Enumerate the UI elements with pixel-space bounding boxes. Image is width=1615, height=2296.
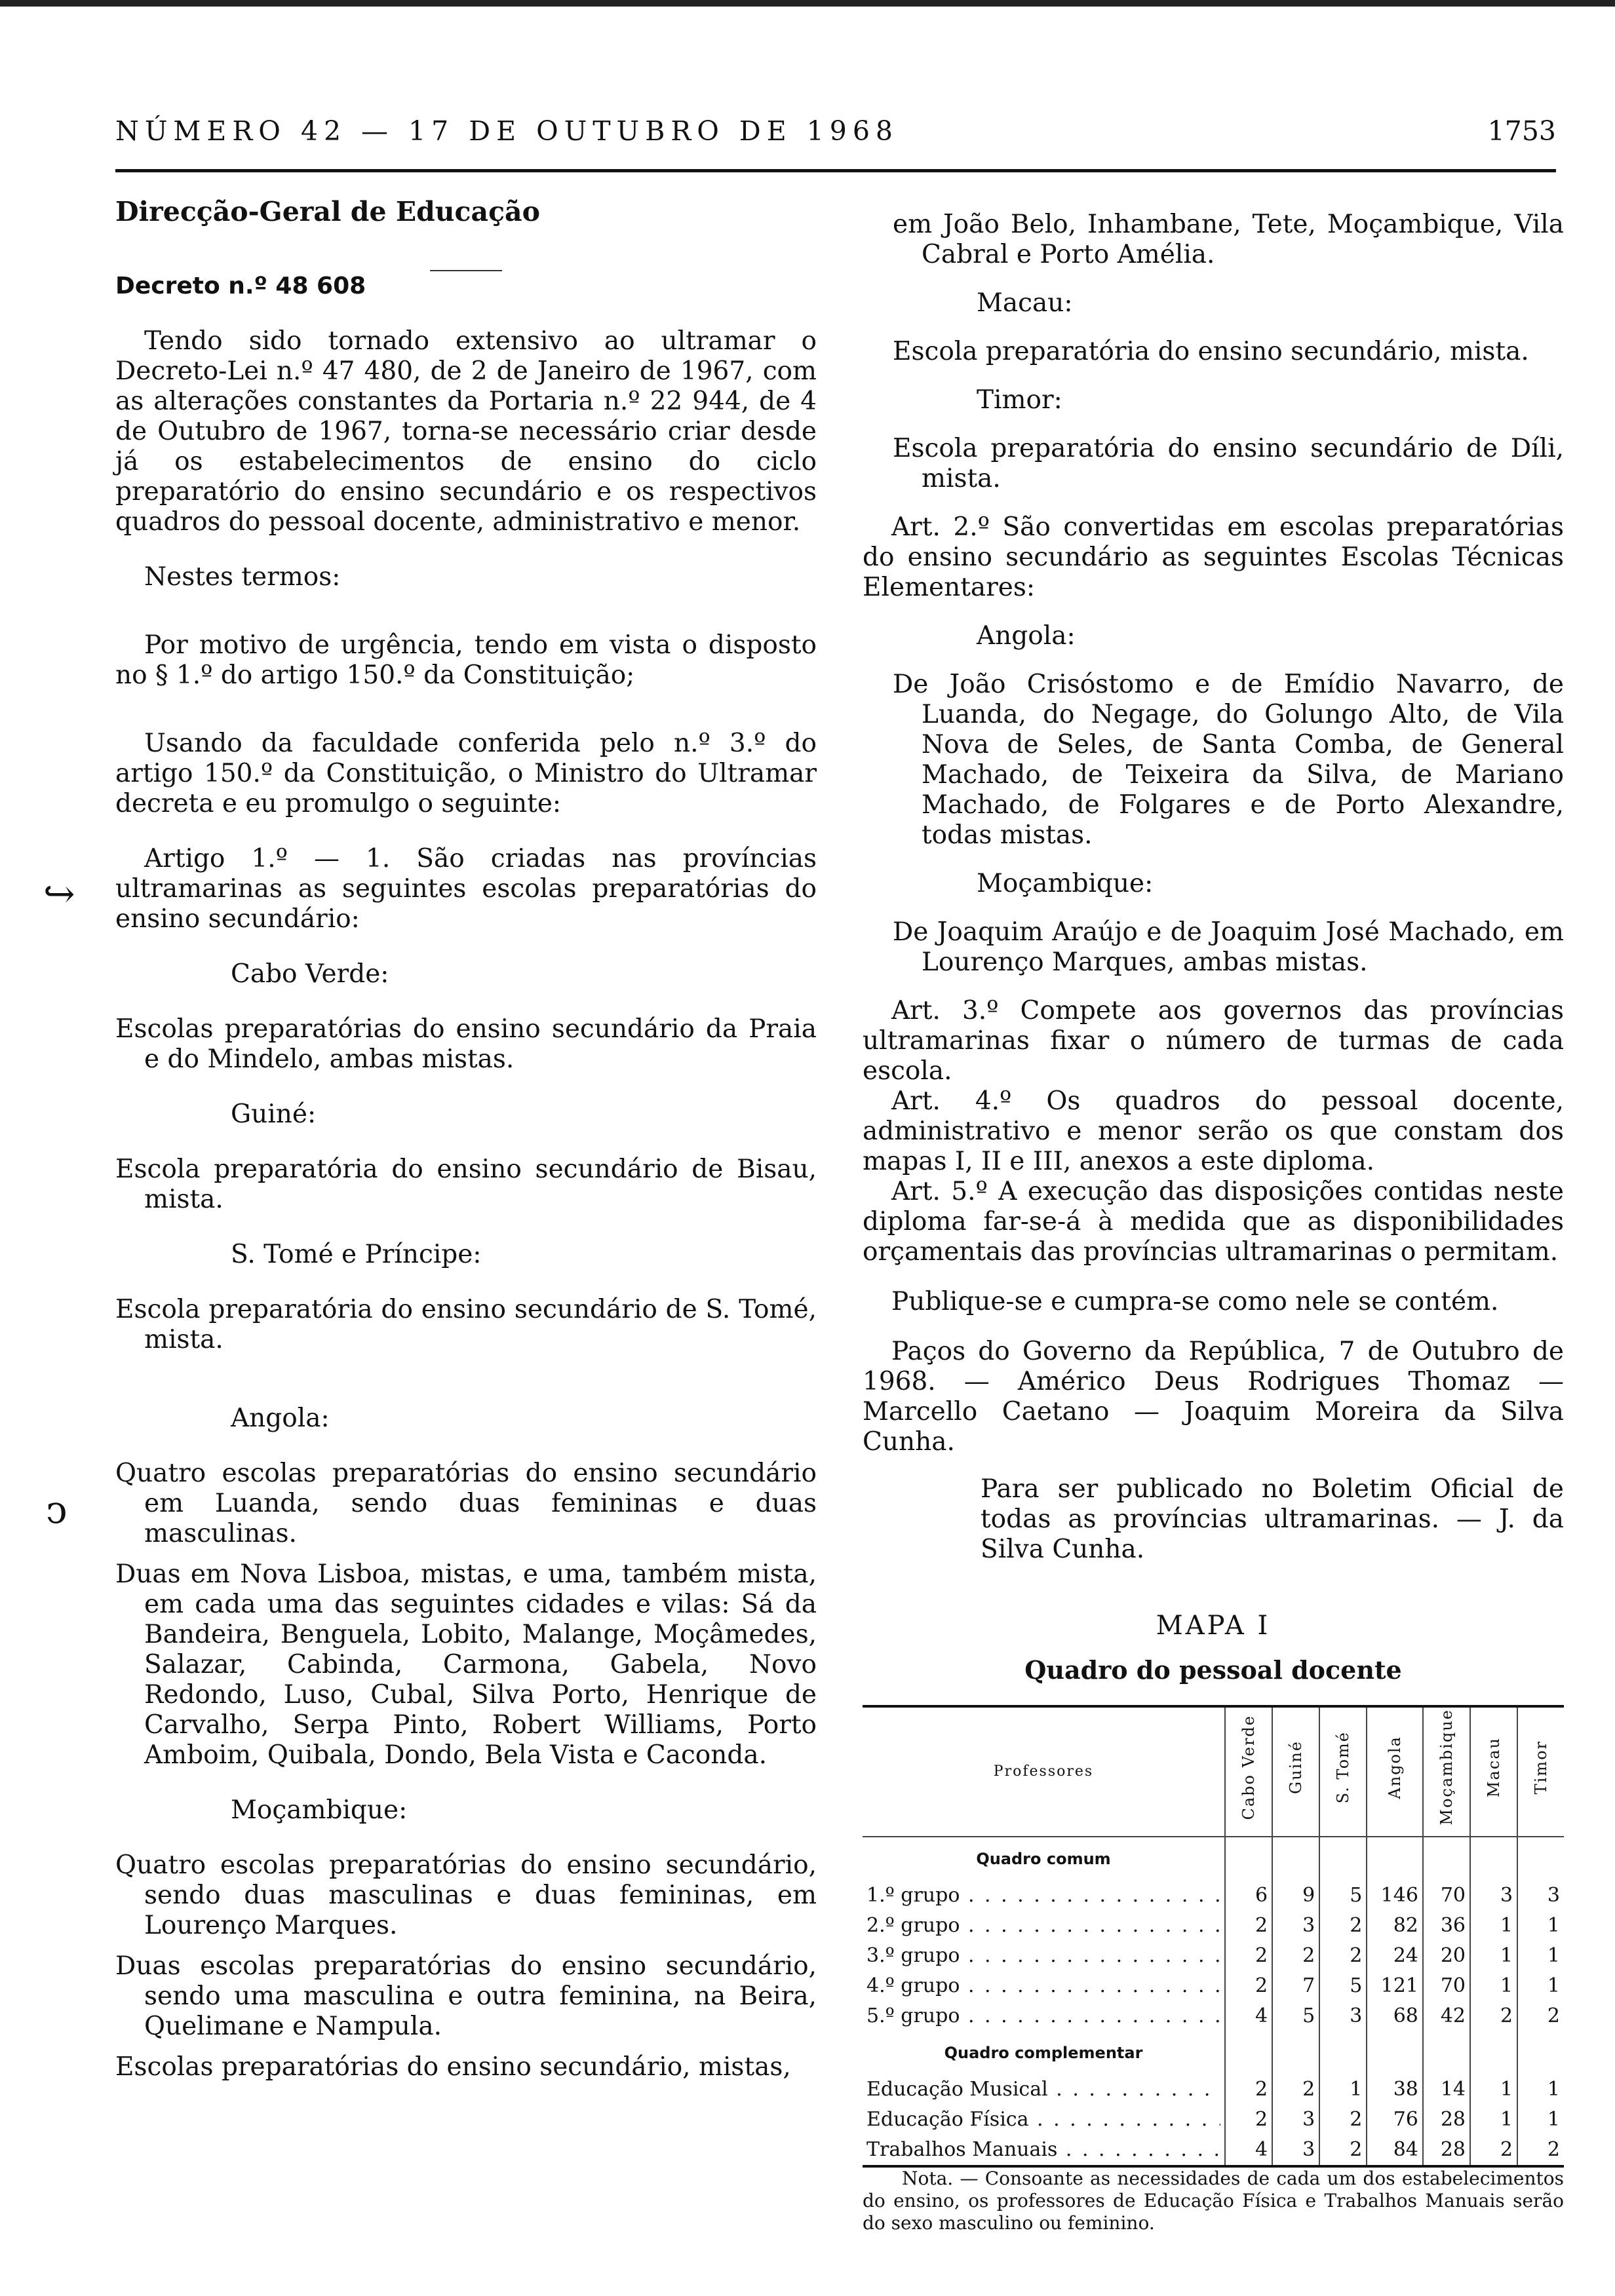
section-label: Quadro complementar [944, 2044, 1143, 2062]
table-row [863, 2001, 1564, 2031]
table-row [863, 1911, 1564, 1941]
table-cell: 70 [1423, 1971, 1470, 2001]
table-cell: 2 [1470, 2001, 1517, 2031]
table-cell: 28 [1423, 2105, 1470, 2135]
table-cell: 5 [1272, 2001, 1319, 2031]
province-text: Duas escolas preparatórias do ensino secundário, sendo uma masculina e outra feminina, na Beira, Quelimane e Nampula. [115, 1951, 817, 2041]
right-column [863, 197, 1564, 2234]
publication-note: Para ser publicado no Boletim Oficial de todas as províncias ultramarinas. — J. da Silva Cunha. [981, 1474, 1564, 1564]
province-label: Angola: [231, 1404, 330, 1433]
decree-title: Decreto n.º 48 608 [115, 273, 366, 299]
table-cell: 82 [1367, 1911, 1423, 1941]
row-label: Educação Física . . . [863, 2105, 1225, 2135]
table-cell: 70 [1423, 1881, 1470, 1911]
article-5: Art. 5.º A execução das disposições contidas neste diploma far-se-á à medida que as disponibilidades orçamentais das províncias ultramarinas o permitam. [863, 1177, 1564, 1267]
paragraph: Por motivo de urgência, tendo em vista o disposto no § 1.º do artigo 150.º da Constituição; [115, 630, 817, 690]
table-cell: 1 [1517, 1971, 1564, 2001]
province-label: Angola: [977, 621, 1076, 651]
table-cell: 84 [1367, 2135, 1423, 2166]
table-cell: 2 [1225, 2075, 1272, 2105]
province-text: Escola preparatória do ensino secundário de S. Tomé, mista. [115, 1295, 817, 1354]
province-text: Escolas preparatórias do ensino secundário da Praia e do Mindelo, ambas mistas. [115, 1014, 817, 1074]
table-cell: 1 [1517, 1941, 1564, 1971]
province-text: De João Crisóstomo e de Emídio Navarro, de Luanda, do Negage, do Golungo Alto, de Vila Nova de Seles, de Santa Comba, de General Machado, de Teixeira da Silva, de Mariano Machado, de Folgares e de Porto Alexandre, todas mistas. [893, 670, 1564, 850]
table-cell: 2 [1517, 2001, 1564, 2031]
left-column [115, 197, 817, 2082]
row-label: 2.º grupo . . . [863, 1911, 1225, 1941]
section-title: Direcção-Geral de Educação [115, 196, 540, 227]
table-row [863, 2135, 1564, 2166]
table-cell: 1 [1517, 2105, 1564, 2135]
province-text: Escola preparatória do ensino secundário, mista. [893, 337, 1529, 366]
province-text: em João Belo, Inhambane, Tete, Moçambique, Vila Cabral e Porto Amélia. [893, 210, 1564, 269]
province-label: Moçambique: [977, 869, 1154, 898]
top-border [0, 0, 1615, 7]
table-cell: 1 [1470, 1941, 1517, 1971]
province-label: Cabo Verde: [231, 959, 389, 989]
paragraph: Nestes termos: [144, 562, 341, 592]
table-note: Nota. — Consoante as necessidades de cada um dos estabelecimentos do ensino, os professores de Educação Física e Trabalhos Manuais serão do sexo masculino ou feminino. [863, 2168, 1564, 2234]
table-cell: 2 [1319, 2135, 1367, 2166]
table-cell: 5 [1319, 1881, 1367, 1911]
table-cell: 3 [1272, 1911, 1319, 1941]
column-header: S. Tomé [1319, 1706, 1367, 1837]
table-cell: 2 [1225, 2105, 1272, 2135]
table-cell: 2 [1225, 1911, 1272, 1941]
table-row [863, 2105, 1564, 2135]
mapa-title: MAPA I [1156, 1611, 1271, 1641]
table-header-row [863, 1706, 1564, 1837]
page-number: 1753 [1487, 115, 1556, 147]
header-rule [115, 169, 1556, 172]
article-1: Artigo 1.º — 1. São criadas nas províncias ultramarinas as seguintes escolas preparatórias do ensino secundário: [115, 844, 817, 934]
row-label: Educação Musical . . . [863, 2075, 1225, 2105]
table-row [863, 1881, 1564, 1911]
column-header: Cabo Verde [1225, 1706, 1272, 1837]
province-text: Quatro escolas preparatórias do ensino secundário, sendo duas masculinas e duas femininas, em Lourenço Marques. [115, 1850, 817, 1940]
province-label: Timor: [977, 385, 1062, 415]
table-cell: 3 [1517, 1881, 1564, 1911]
row-label: 3.º grupo . . . [863, 1941, 1225, 1971]
signatures: Paços do Governo da República, 7 de Outubro de 1968. — Américo Deus Rodrigues Thomaz — Marcello Caetano — Joaquim Moreira da Silva Cunha. [863, 1337, 1564, 1457]
table-cell: 1 [1517, 2075, 1564, 2105]
table-cell: 4 [1225, 2135, 1272, 2166]
article-3: Art. 3.º Compete aos governos das províncias ultramarinas fixar o número de turmas de cada escola. [863, 996, 1564, 1086]
table-cell: 28 [1423, 2135, 1470, 2166]
table-cell: 9 [1272, 1881, 1319, 1911]
row-label: 4.º grupo . . . [863, 1971, 1225, 2001]
table-cell: 3 [1272, 2135, 1319, 2166]
row-label: 1.º grupo . . . [863, 1881, 1225, 1911]
table-cell: 36 [1423, 1911, 1470, 1941]
province-label: Guiné: [231, 1100, 317, 1129]
table-cell: 1 [1319, 2075, 1367, 2105]
issue-date: NÚMERO 42 — 17 DE OUTUBRO DE 1968 [115, 115, 899, 147]
province-text: De Joaquim Araújo e de Joaquim José Machado, em Lourenço Marques, ambas mistas. [893, 917, 1564, 977]
column-header: Timor [1517, 1706, 1564, 1837]
table-cell: 1 [1470, 1971, 1517, 2001]
province-label: Moçambique: [231, 1795, 408, 1825]
table-cell: 2 [1272, 2075, 1319, 2105]
article-2: Art. 2.º São convertidas em escolas preparatórias do ensino secundário as seguintes Escolas Técnicas Elementares: [863, 512, 1564, 602]
paragraph: Tendo sido tornado extensivo ao ultramar o Decreto-Lei n.º 47 480, de 2 de Janeiro de 1967, com as alterações constantes da Portaria n.º 22 944, de 4 de Outubro de 1967, torna-se necessário criar desde já os estabelecimentos de ensino do ciclo preparatório do ensino secundário e os respectivos quadros do pessoal docente, administrativo e menor. [115, 326, 817, 537]
column-header: Moçambique [1423, 1706, 1470, 1837]
section-row [863, 2031, 1564, 2075]
publique: Publique-se e cumpra-se como nele se contém. [891, 1287, 1499, 1316]
table-cell: 146 [1367, 1881, 1423, 1911]
table-cell: 2 [1319, 2105, 1367, 2135]
table-cell: 3 [1470, 1881, 1517, 1911]
table-cell: 1 [1470, 2105, 1517, 2135]
table-row [863, 2075, 1564, 2105]
row-label: Trabalhos Manuais . . . [863, 2135, 1225, 2166]
table-cell: 6 [1225, 1881, 1272, 1911]
table-cell: 2 [1225, 1941, 1272, 1971]
table-cell: 2 [1319, 1911, 1367, 1941]
table-cell: 1 [1470, 1911, 1517, 1941]
province-text: Escola preparatória do ensino secundário de Díli, mista. [893, 434, 1564, 493]
table-cell: 121 [1367, 1971, 1423, 2001]
table-cell: 38 [1367, 2075, 1423, 2105]
table-cell: 2 [1470, 2135, 1517, 2166]
table-row [863, 1971, 1564, 2001]
table-cell: 5 [1319, 1971, 1367, 2001]
table-cell: 3 [1272, 2105, 1319, 2135]
table-cell: 76 [1367, 2105, 1423, 2135]
table-cell: 2 [1517, 2135, 1564, 2166]
table-cell: 2 [1225, 1971, 1272, 2001]
article-4: Art. 4.º Os quadros do pessoal docente, administrativo e menor serão os que constam dos mapas I, II e III, anexos a este diploma. [863, 1086, 1564, 1176]
row-label: 5.º grupo . . . [863, 2001, 1225, 2031]
section-label: Quadro comum [976, 1850, 1111, 1868]
column-header: Angola [1367, 1706, 1423, 1837]
table-cell: 2 [1272, 1941, 1319, 1971]
table-cell: 2 [1319, 1941, 1367, 1971]
section-row [863, 1837, 1564, 1881]
mapa-subtitle: Quadro do pessoal docente [1024, 1655, 1402, 1685]
table-cell: 24 [1367, 1941, 1423, 1971]
province-label: Macau: [977, 288, 1073, 318]
table-cell: 68 [1367, 2001, 1423, 2031]
table-cell: 14 [1423, 2075, 1470, 2105]
page-header [115, 115, 1556, 155]
paragraph: Usando da faculdade conferida pelo n.º 3.º do artigo 150.º da Constituição, o Ministro do Ultramar decreta e eu promulgo o seguinte: [115, 729, 817, 818]
staff-table [863, 1705, 1564, 2168]
column-header: Professores [863, 1706, 1225, 1837]
province-text: Escolas preparatórias do ensino secundário, mistas, [115, 2052, 791, 2082]
table-cell: 3 [1319, 2001, 1367, 2031]
table-cell: 1 [1517, 1911, 1564, 1941]
province-text: Quatro escolas preparatórias do ensino secundário em Luanda, sendo duas femininas e duas masculinas. [115, 1459, 817, 1548]
margin-mark-icon: ↪ [43, 871, 75, 916]
table-row [863, 1941, 1564, 1971]
province-text: Escola preparatória do ensino secundário de Bisau, mista. [115, 1155, 817, 1214]
margin-mark-icon: ↄ [46, 1487, 68, 1532]
table-cell: 42 [1423, 2001, 1470, 2031]
table-cell: 7 [1272, 1971, 1319, 2001]
column-header: Guiné [1272, 1706, 1319, 1837]
column-header: Macau [1470, 1706, 1517, 1837]
province-text: Duas em Nova Lisboa, mistas, e uma, também mista, em cada uma das seguintes cidades e vilas: Sá da Bandeira, Benguela, Lobito, Malange, Moçâmedes, Salazar, Cabinda, Carmona, Gabela, Novo Redondo, Luso, Cubal, Silva Porto, Henrique de Carvalho, Serpa Pinto, Robert Williams, Porto Amboim, Quibala, Dondo, Bela Vista e Caconda. [115, 1559, 817, 1770]
province-label: S. Tomé e Príncipe: [231, 1240, 482, 1269]
table-cell: 4 [1225, 2001, 1272, 2031]
table-cell: 20 [1423, 1941, 1470, 1971]
table-cell: 1 [1470, 2075, 1517, 2105]
